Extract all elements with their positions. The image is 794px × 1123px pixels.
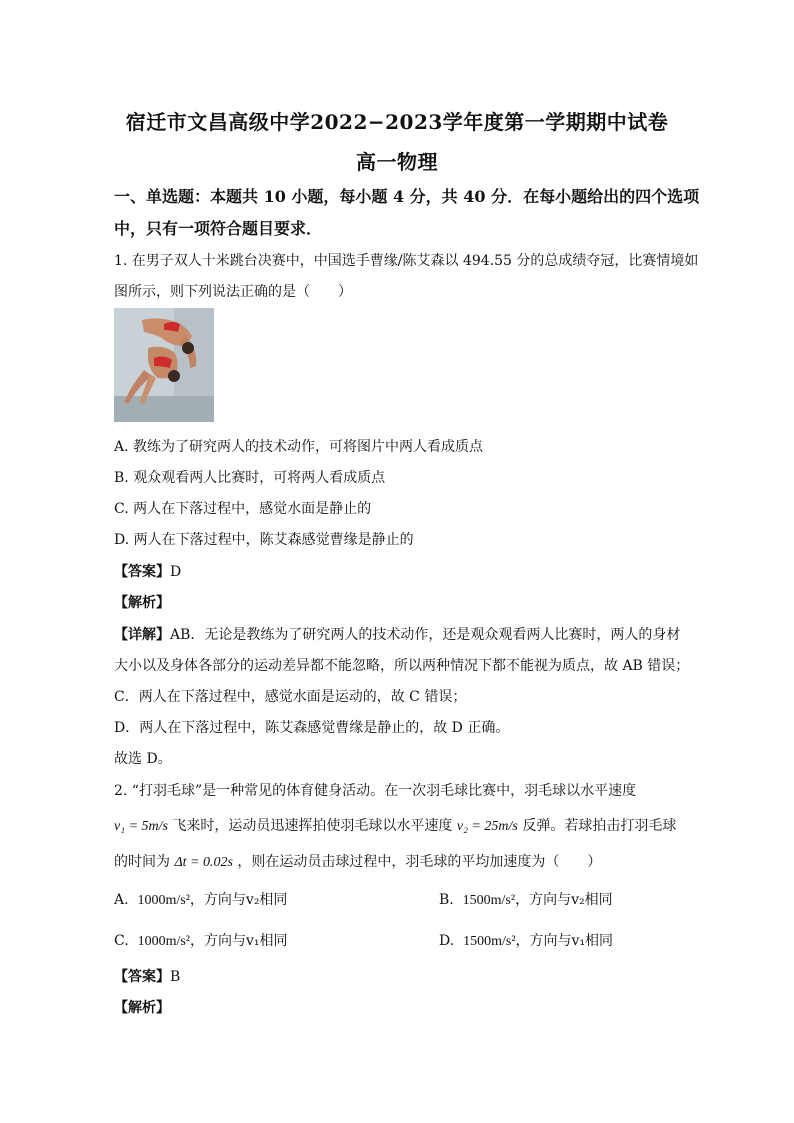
option-direction: ，方向与v₂相同 (515, 892, 613, 908)
option-value: 1000m/s² (137, 893, 190, 908)
answer-value: B (170, 969, 181, 985)
v2-expression: v₂ = 25m/s (456, 819, 518, 834)
question-2-stem-line1: 2. “打羽毛球”是一种常见的体育健身活动。在一次羽毛球比赛中，羽毛球以水平速度 (114, 783, 637, 799)
v1-expression: v₁ = 5m/s (114, 819, 168, 834)
detail-label: 【详解】 (114, 627, 170, 643)
analysis-label: 【解析】 (114, 1000, 170, 1016)
question-1-option-a: A. 教练为了研究两人的技术动作，可将图片中两人看成质点 (114, 439, 484, 455)
option-direction: ，方向与v₂相同 (189, 892, 288, 908)
answer-label: 【答案】 (114, 564, 170, 580)
question-1-detail-line3: C．两人在下落过程中，感觉水面是运动的，故 C 错误； (114, 689, 467, 705)
question-1-option-b: B. 观众观看两人比赛时，可将两人看成质点 (114, 470, 386, 486)
diving-photo (114, 308, 214, 422)
diving-photo-illustration (114, 308, 214, 422)
exam-subtitle: 高一物理 (356, 150, 438, 174)
question-2-option-a (114, 889, 287, 909)
stem-text-start: 的时间为 (114, 854, 175, 870)
section-heading-line2: 中，只有一项符合题目要求． (114, 219, 323, 238)
question-1-option-d: D. 两人在下落过程中，陈艾森感觉曹缘是静止的 (114, 532, 414, 548)
question-1-analysis (114, 592, 170, 612)
question-1-stem-line1: 1. 在男子双人十米跳台决赛中，中国选手曹缘/陈艾森以 494.55 分的总成绩夺冠，比赛情境如 (114, 253, 699, 269)
question-2-option-c (114, 930, 288, 950)
question-1-conclusion: 故选 D。 (114, 751, 172, 767)
stem-text-tail: ，则在运动员击球过程中，羽毛球的平均加速度为（ ） (232, 854, 602, 870)
question-1-detail-line4: D．两人在下落过程中，陈艾森感觉曹缘是静止的，故 D 正确。 (114, 720, 510, 736)
answer-label: 【答案】 (114, 969, 170, 985)
option-direction: ，方向与v₁相同 (515, 933, 614, 949)
question-1-detail-line2: 大小以及身体各部分的运动差异都不能忽略，所以两种情况下都不能视为质点，故 AB 错误； (114, 658, 690, 674)
question-2-stem-line3 (114, 851, 601, 871)
question-2-stem-line2 (114, 815, 676, 835)
option-value: 1500m/s² (463, 934, 516, 949)
question-2-option-d (439, 930, 613, 950)
detail-text-1: AB．无论是教练为了研究两人的技术动作，还是观众观看两人比赛时，两人的身材 (170, 627, 681, 643)
question-1-answer (114, 561, 181, 581)
option-letter: D. (439, 933, 455, 949)
option-letter: B. (439, 892, 454, 908)
answer-value: D (170, 564, 182, 580)
question-2-analysis (114, 997, 170, 1017)
analysis-label: 【解析】 (114, 595, 170, 611)
option-value: 1500m/s² (462, 893, 516, 908)
question-1-option-c: C. 两人在下落过程中，感觉水面是静止的 (114, 501, 372, 517)
question-1-stem-line2: 图所示，则下列说法正确的是（ ） (114, 284, 352, 300)
option-letter: A. (114, 892, 129, 908)
question-1-detail-line1 (114, 624, 680, 644)
question-2-option-b (439, 889, 613, 909)
dt-expression: Δt = 0.02s (174, 855, 233, 870)
section-heading-line1: 一、单选题：本题共 10 小题，每小题 4 分，共 40 分．在每小题给出的四个选项 (114, 187, 700, 206)
option-letter: C. (114, 933, 129, 949)
question-2-answer (114, 966, 180, 986)
exam-title: 宿迁市文昌高级中学2022−2023学年度第一学期期中试卷 (125, 110, 669, 134)
stem-text-end: 反弹。若球拍击打羽毛球 (517, 818, 677, 834)
option-value: 1000m/s² (137, 934, 191, 949)
option-direction: ，方向与v₁相同 (190, 933, 288, 949)
stem-text-mid: 飞来时，运动员迅速挥拍使羽毛球以水平速度 (167, 818, 457, 834)
